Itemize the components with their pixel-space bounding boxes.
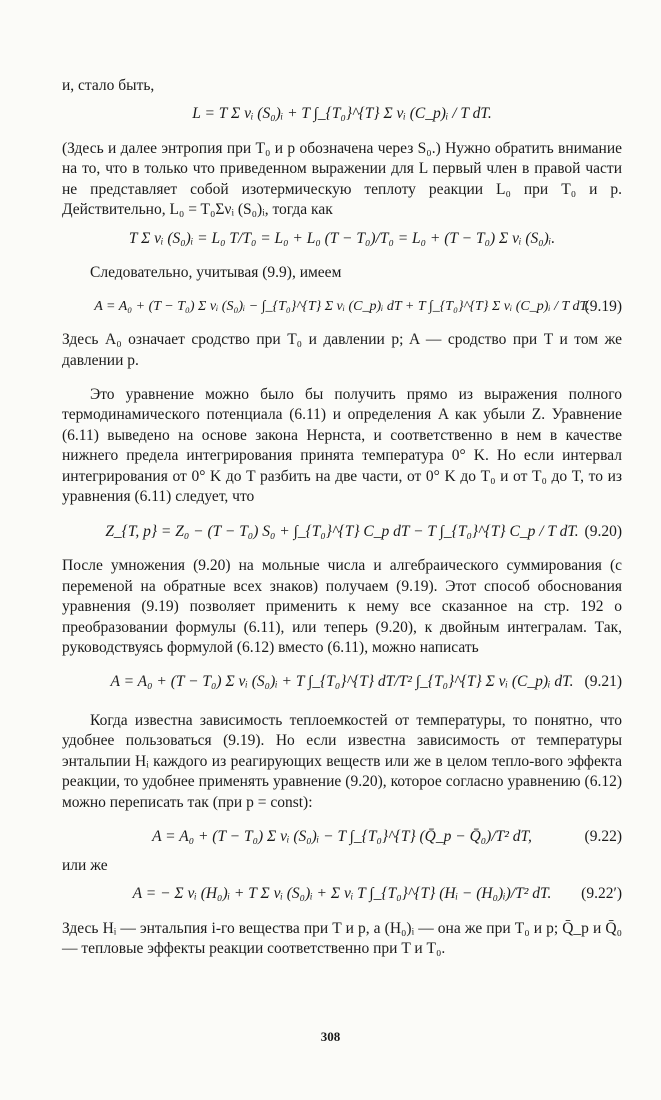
equation-L xyxy=(62,104,622,124)
equation-9-21-body: A = A₀ + (T − T₀) Σ νᵢ (S₀)ᵢ + T ∫_{T₀}^{T} dT/T² ∫_{T₀}^{T} Σ νᵢ (C_p)ᵢ dT. xyxy=(110,673,574,691)
equation-9-22-prime xyxy=(62,884,622,904)
equation-9-20 xyxy=(62,522,622,542)
paragraph-entropy-note: (Здесь и далее энтропия при T₀ и p обозначена через S₀.) Нужно обратить внимание на то, что в только что приведенном выражении для L первый член в правой части не представляет собой изотермическую теплоту реакции L₀ при T₀ и p. Действительно, L₀ = T₀Σνᵢ (S₀)ᵢ, тогда как xyxy=(62,139,622,219)
equation-9-21 xyxy=(62,672,622,692)
equation-9-20-number: (9.20) xyxy=(584,522,622,540)
equation-identity xyxy=(62,229,622,249)
intro-line: и, стало быть, xyxy=(62,77,155,94)
equation-9-21-number: (9.21) xyxy=(584,673,622,691)
paragraph-consequently: Следовательно, учитывая (9.9), имеем xyxy=(90,264,342,282)
equation-9-22-number: (9.22) xyxy=(584,828,622,846)
equation-9-20-body: Z_{T, p} = Z₀ − (T − T₀) S₀ + ∫_{T₀}^{T} C_p dT − T ∫_{T₀}^{T} C_p / T dT. xyxy=(105,522,579,540)
equation-9-22 xyxy=(62,827,622,847)
equation-9-22-body: A = A₀ + (T − T₀) Σ νᵢ (S₀)ᵢ − T ∫_{T₀}^{T} (Q̄_p − Q̄₀)/T² dT, xyxy=(152,828,532,846)
page-text xyxy=(62,76,622,959)
equation-identity-body: T Σ νᵢ (S₀)ᵢ = L₀ T/T₀ = L₀ + L₀ (T − T₀)/T₀ = L₀ + (T − T₀) Σ νᵢ (S₀)ᵢ. xyxy=(128,229,556,247)
or-line: или же xyxy=(62,856,108,874)
equation-L-body: L = T Σ νᵢ (S₀)ᵢ + T ∫_{T₀}^{T} Σ νᵢ (C_p)ᵢ / T dT. xyxy=(192,105,492,123)
equation-9-19-number: (9.19) xyxy=(584,297,622,315)
paragraph-after-multiplication: После умножения (9.20) на мольные числа и алгебраического суммирования (с переменой на обратные всех знаков) получаем (9.19). Этот способ обоснования уравнения (9.19) позволяет применить к нему все сказанное на стр. 192 о преобразовании формулы (6.11), или теперь (9.20), к двойным интегралам. Так, руководствуясь формулой (6.12) вместо (6.11), можно написать xyxy=(62,557,622,656)
paragraph-enthalpy-definition: Здесь Hᵢ — энтальпия i-го вещества при T и p, а (H₀)ᵢ — она же при T₀ и p; Q̄_p и Q̄₀ — тепловые эффекты реакции соответственно при T и T₀. xyxy=(62,919,622,957)
equation-9-22-prime-number: (9.22′) xyxy=(581,885,622,903)
page-number: 308 xyxy=(320,1029,341,1044)
equation-9-19-body: A = A₀ + (T − T₀) Σ νᵢ (S₀)ᵢ − ∫_{T₀}^{T} Σ νᵢ (C_p)ᵢ dT + T ∫_{T₀}^{T} Σ νᵢ (C_p)ᵢ / T dT. xyxy=(94,298,590,314)
paragraph-A0-definition: Здесь A₀ означает сродство при T₀ и давлении p; A — сродство при T и том же давлении p. xyxy=(62,331,622,369)
equation-9-22-prime-body: A = − Σ νᵢ (H₀)ᵢ + T Σ νᵢ (S₀)ᵢ + Σ νᵢ T ∫_{T₀}^{T} (Hᵢ − (H₀)ᵢ)/T² dT. xyxy=(132,885,552,903)
paragraph-heat-capacity: Когда известна зависимость теплоемкостей от температуры, то понятно, что удобнее пользоваться (9.19). Но если известна зависимость от температуры энтальпии Hᵢ каждого из реагирующих веществ или же в целом тепло-вого эффекта реакции, то удобнее применять уравнение (9.20), которое согласно уравнению (6.12) можно переписать так (при p = const): xyxy=(62,711,622,811)
equation-9-19 xyxy=(62,298,622,316)
paragraph-derivation: Это уравнение можно было бы получить прямо из выражения полного термодинамического потенциала (6.11) и определения A как убыли Z. Уравнение (6.11) выведено на основе закона Нернста, и соответственно в нем в качестве нижнего предела интегрирования принята температура 0° K. Но если интервал интегрирования от 0° K до T разбить на две части, от 0° K до T₀ и от T₀ до T, то из уравнения (6.11) следует, что xyxy=(62,386,622,506)
